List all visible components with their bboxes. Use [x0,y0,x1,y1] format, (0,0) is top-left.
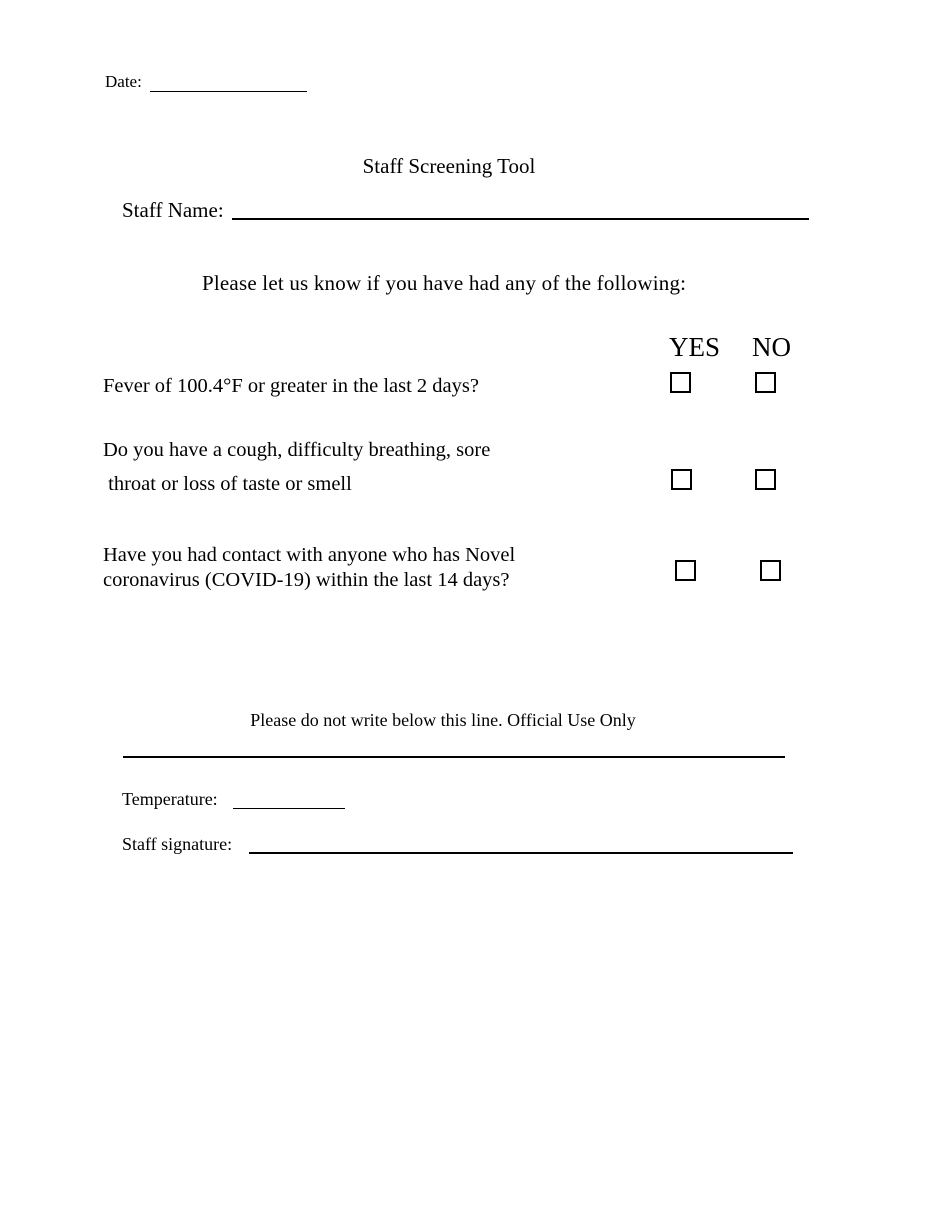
official-use-note: Please do not write below this line. Official Use Only [250,710,636,730]
staff-signature-field[interactable] [249,852,793,854]
official-note-wrapper [0,710,950,731]
question-contact-line-2: coronavirus (COVID-19) within the last 14 days? [103,569,510,591]
instruction-text: Please let us know if you have had any of the following: [202,271,687,295]
question-symptoms-line-1: Do you have a cough, difficulty breathing, sore [103,439,491,461]
fever-no-checkbox[interactable] [755,372,776,393]
temperature-label: Temperature: [122,789,218,809]
symptoms-no-checkbox[interactable] [755,469,776,490]
form-title-wrapper [0,154,950,179]
symptoms-yes-checkbox[interactable] [671,469,692,490]
fever-yes-checkbox[interactable] [670,372,691,393]
yes-column-header: YES [669,332,721,362]
date-field[interactable] [150,91,307,92]
question-contact-line-1: Have you had contact with anyone who has Novel [103,544,516,566]
contact-yes-checkbox[interactable] [675,560,696,581]
date-label: Date: [105,72,142,91]
question-symptoms-line-2: throat or loss of taste or smell [103,473,352,495]
no-column-header: NO [752,332,791,362]
official-divider [123,756,785,758]
question-contact [103,543,515,593]
staff-signature-label: Staff signature: [122,834,233,854]
staff-name-label: Staff Name: [122,198,224,222]
contact-no-checkbox[interactable] [760,560,781,581]
question-fever: Fever of 100.4°F or greater in the last 2 days? [103,375,479,397]
staff-name-field[interactable] [232,218,809,220]
temperature-field[interactable] [233,808,345,809]
form-title: Staff Screening Tool [362,154,536,178]
